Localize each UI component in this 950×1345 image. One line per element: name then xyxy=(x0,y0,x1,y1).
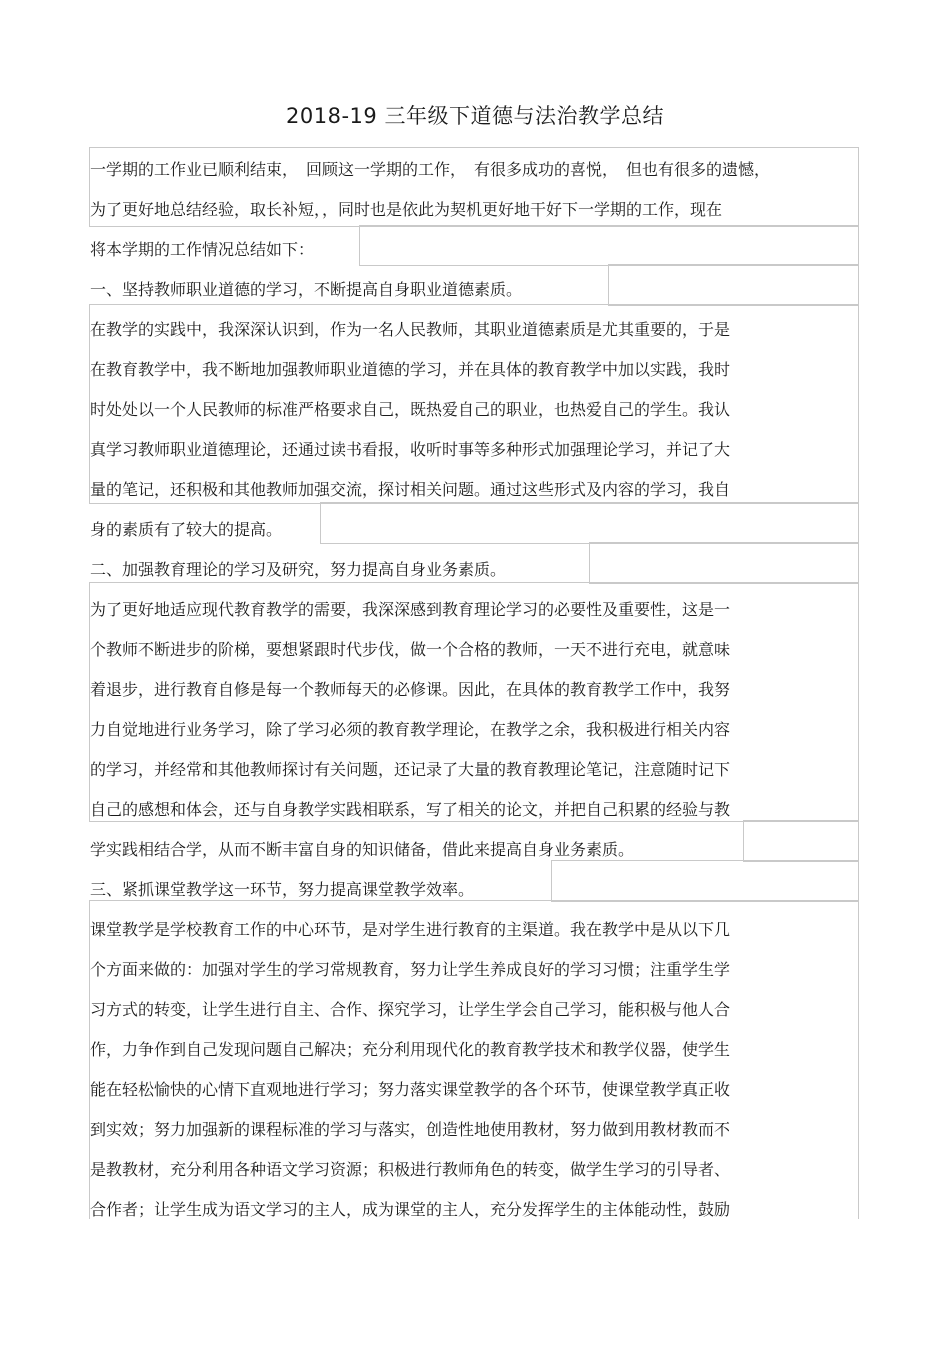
paragraph-line: 在教学的实践中，我深深认识到，作为一名人民教师，其职业道德素质是尤其重要的，于是 xyxy=(90,320,731,339)
paragraph-line: 学实践相结合学，从而不断丰富自身的知识储备，借此来提高自身业务素质。 xyxy=(90,840,635,859)
section-heading-2: 二、加强教育理论的学习及研究，努力提高自身业务素质。 xyxy=(90,560,507,579)
paragraph-line: 自己的感想和体会，还与自身教学实践相联系，写了相关的论文，并把自己积累的经验与教 xyxy=(90,800,731,819)
paragraph-line: 个方面来做的：加强对学生的学习常规教育，努力让学生养成良好的学习习惯；注重学生学 xyxy=(90,960,731,979)
section-heading-3: 三、紧抓课堂教学这一环节，努力提高课堂教学效率。 xyxy=(90,880,475,899)
paragraph-line: 课堂教学是学校教育工作的中心环节，是对学生进行教育的主渠道。我在教学中是从以下几 xyxy=(90,920,731,939)
paragraph-line: 是教教材，充分利用各种语文学习资源；积极进行教师角色的转变，做学生学习的引导者、 xyxy=(90,1160,731,1179)
paragraph-line: 个教师不断进步的阶梯，要想紧跟时代步伐，做一个合格的教师，一天不进行充电，就意味 xyxy=(90,640,731,659)
paragraph-line: 为了更好地总结经验，取长补短，，同时也是依此为契机更好地干好下一学期的工作，现在 xyxy=(90,200,723,219)
paragraph-line: 能在轻松愉快的心情下直观地进行学习；努力落实课堂教学的各个环节，使课堂教学真正收 xyxy=(90,1080,731,1099)
paragraph-line: 习方式的转变，让学生进行自主、合作、探究学习，让学生学会自己学习，能积极与他人合 xyxy=(90,1000,731,1019)
paragraph-line: 身的素质有了较大的提高。 xyxy=(90,520,283,539)
paragraph-line: 为了更好地适应现代教育教学的需要，我深深感到教育理论学习的必要性及重要性，这是一 xyxy=(90,600,731,619)
paragraph-line: 一学期的工作业已顺利结束， 回顾这一学期的工作， 有很多成功的喜悦， 但也有很多的遗憾， xyxy=(90,160,771,179)
paragraph-line: 量的笔记，还积极和其他教师加强交流，探讨相关问题。通过这些形式及内容的学习，我自 xyxy=(90,480,731,499)
document-title: 2018-19 三年级下道德与法治教学总结 xyxy=(286,104,664,128)
paragraph-line: 着退步，进行教育自修是每一个教师每天的必修课。因此，在具体的教育教学工作中，我努 xyxy=(90,680,731,699)
paragraph-line: 真学习教师职业道德理论，还通过读书看报，收听时事等多种形式加强理论学习，并记了大 xyxy=(90,440,731,459)
paragraph-line: 在教育教学中，我不断地加强教师职业道德的学习，并在具体的教育教学中加以实践，我时 xyxy=(90,360,731,379)
section-heading-1: 一、坚持教师职业道德的学习，不断提高自身职业道德素质。 xyxy=(90,280,523,299)
paragraph-line: 到实效；努力加强新的课程标准的学习与落实，创造性地使用教材，努力做到用教材教而不 xyxy=(90,1120,731,1139)
paragraph-line: 时处处以一个人民教师的标准严格要求自己，既热爱自己的职业，也热爱自己的学生。我认 xyxy=(90,400,731,419)
paragraph-line: 作，力争作到自己发现问题自己解决；充分利用现代化的教育教学技术和教学仪器，使学生 xyxy=(90,1040,731,1059)
paragraph-line: 将本学期的工作情况总结如下： xyxy=(90,240,315,259)
paragraph-line: 力自觉地进行业务学习，除了学习必须的教育教学理论，在教学之余，我积极进行相关内容 xyxy=(90,720,731,739)
paragraph-line: 合作者；让学生成为语文学习的主人，成为课堂的主人，充分发挥学生的主体能动性，鼓励 xyxy=(90,1200,731,1219)
document-body xyxy=(90,150,860,1230)
paragraph-line: 的学习，并经常和其他教师探讨有关问题，还记录了大量的教育教理论笔记，注意随时记下 xyxy=(90,760,731,779)
